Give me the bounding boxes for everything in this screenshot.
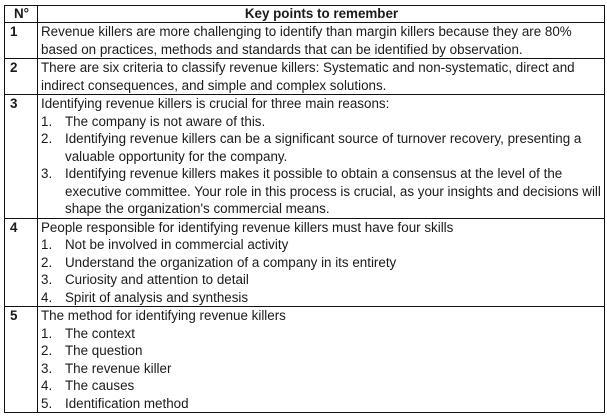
list-item xyxy=(41,130,602,165)
list-item-number: 3. xyxy=(41,360,53,376)
list-item-number: 2. xyxy=(41,131,53,146)
list-item-number: 2. xyxy=(41,343,53,358)
list-item-text: The revenue killer xyxy=(65,360,172,376)
list-item-text: Curiosity and attention to detail xyxy=(65,272,249,287)
key-points-table xyxy=(4,5,605,413)
table-body xyxy=(5,23,605,413)
list-item-number: 2. xyxy=(41,254,53,270)
row-number: 4 xyxy=(5,218,38,307)
row-content xyxy=(38,23,605,59)
table-row xyxy=(5,307,605,413)
list-item xyxy=(41,236,602,254)
list-item-text: The causes xyxy=(65,378,135,393)
table-row xyxy=(5,23,605,59)
list-item-number: 1. xyxy=(41,325,53,341)
list-item xyxy=(41,377,602,395)
list-item-text: The company is not aware of this. xyxy=(65,113,266,129)
row-number: 5 xyxy=(5,307,38,413)
list-item xyxy=(41,342,602,360)
list-item xyxy=(41,325,602,343)
list-item-number: 3. xyxy=(41,166,53,181)
list-item-text: Identifying revenue killers can be a significant source of turnover recovery, presenting a valuable opportunity for the company. xyxy=(65,131,582,164)
list-item xyxy=(41,395,602,413)
list-item-text: Spirit of analysis and synthesis xyxy=(65,289,249,305)
list-item-text: Identification method xyxy=(65,395,189,411)
numbered-list xyxy=(41,113,602,218)
row-text: People responsible for identifying revenue killers must have four skills xyxy=(41,219,454,235)
row-number: 1 xyxy=(5,23,38,59)
list-item-number: 1. xyxy=(41,113,53,129)
list-item-text: Identifying revenue killers makes it possible to obtain a consensus at the level of the executive committee. Your role in this process is crucial, as your insights and decisions will shape the organization's commercial means. xyxy=(65,166,601,216)
row-text: Identifying revenue killers is crucial for three main reasons: xyxy=(41,96,390,111)
row-text: There are six criteria to classify revenue killers: Systematic and non-systematic, direct and indirect consequences, and simple and complex solutions. xyxy=(41,60,575,93)
list-item xyxy=(41,113,602,131)
table-row xyxy=(5,59,605,95)
list-item-text: Understand the organization of a company in its entirety xyxy=(65,254,397,270)
header-row xyxy=(5,6,605,23)
table-row xyxy=(5,95,605,219)
key-points-document xyxy=(4,5,604,413)
row-number: 2 xyxy=(5,59,38,95)
list-item-text: Not be involved in commercial activity xyxy=(65,237,289,252)
numbered-list xyxy=(41,325,602,413)
list-item-number: 4. xyxy=(41,289,53,305)
list-item xyxy=(41,165,602,218)
row-content xyxy=(38,95,605,219)
list-item-text: The context xyxy=(65,325,135,341)
row-text: The method for identifying revenue killers xyxy=(41,308,286,323)
list-item-number: 5. xyxy=(41,395,53,411)
table-row xyxy=(5,218,605,307)
list-item xyxy=(41,254,602,272)
list-item-text: The question xyxy=(65,343,143,358)
row-content xyxy=(38,307,605,413)
numbered-list xyxy=(41,236,602,306)
list-item xyxy=(41,289,602,307)
row-text: Revenue killers are more challenging to identify than margin killers because they are 80% based on practices, methods and standards that can be identified by observation. xyxy=(41,24,572,57)
row-content xyxy=(38,59,605,95)
row-content xyxy=(38,218,605,307)
list-item xyxy=(41,360,602,378)
list-item xyxy=(41,271,602,289)
header-number: N° xyxy=(5,6,38,23)
list-item-number: 3. xyxy=(41,272,53,287)
list-item-number: 1. xyxy=(41,237,53,252)
row-number: 3 xyxy=(5,95,38,219)
list-item-number: 4. xyxy=(41,378,53,393)
header-key-points: Key points to remember xyxy=(38,6,605,23)
